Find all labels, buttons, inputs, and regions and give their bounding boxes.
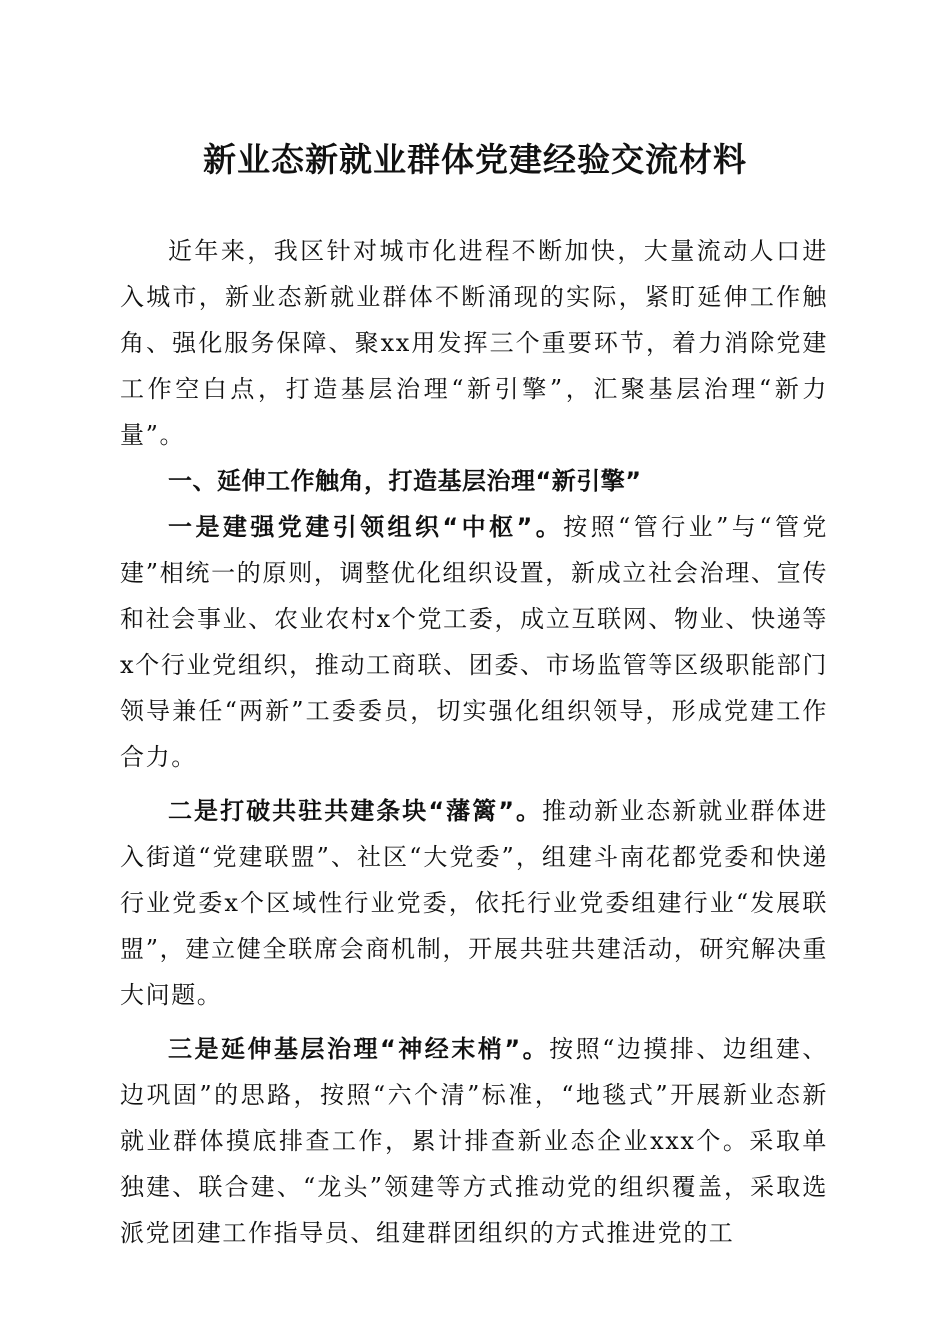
paragraph-2 xyxy=(120,788,828,1018)
paragraph-3-lead: 三是延伸基层治理“神经末梢”。 xyxy=(168,1035,550,1063)
paragraph-1-lead: 一是建强党建引领组织“中枢”。 xyxy=(168,513,564,541)
paragraph-1 xyxy=(120,504,828,780)
paragraph-gap xyxy=(120,780,828,788)
paragraph-2-text: 推动新业态新就业群体进入街道“党建联盟”、社区“大党委”，组建斗南花都党委和快递行业党委x个区域性行业党委，依托行业党委组建行业“发展联盟”，建立健全联席会商机制，开展共驻共建活动，研究解决重大问题。 xyxy=(120,797,828,1009)
paragraph-3 xyxy=(120,1026,828,1256)
document-title: 新业态新就业群体党建经验交流材料 xyxy=(203,140,747,179)
paragraph-2-lead: 二是打破共驻共建条块“藩篱”。 xyxy=(168,797,543,825)
paragraph-3-text: 按照“边摸排、边组建、边巩固”的思路，按照“六个清”标准，“地毯式”开展新业态新就业群体摸底排查工作，累计排查新业态企业xxx个。采取单独建、联合建、“龙头”领建等方式推动党的组织覆盖，采取选派党团建工作指导员、组建群团组织的方式推进党的工 xyxy=(120,1035,828,1247)
intro-paragraph: 近年来，我区针对城市化进程不断加快，大量流动人口进入城市，新业态新就业群体不断涌现的实际，紧盯延伸工作触角、强化服务保障、聚xx用发挥三个重要环节，着力消除党建工作空白点，打造基层治理“新引擎”，汇聚基层治理“新力量”。 xyxy=(120,237,828,449)
document-body xyxy=(120,228,828,1256)
section-heading: 一、延伸工作触角，打造基层治理“新引擎” xyxy=(168,467,642,495)
paragraph-gap xyxy=(120,1018,828,1026)
paragraph-1-text: 按照“管行业”与“管党建”相统一的原则，调整优化组织设置，新成立社会治理、宣传和社会事业、农业农村x个党工委，成立互联网、物业、快递等x个行业党组织，推动工商联、团委、市场监管等区级职能部门领导兼任“两新”工委委员，切实强化组织领导，形成党建工作合力。 xyxy=(120,513,828,771)
